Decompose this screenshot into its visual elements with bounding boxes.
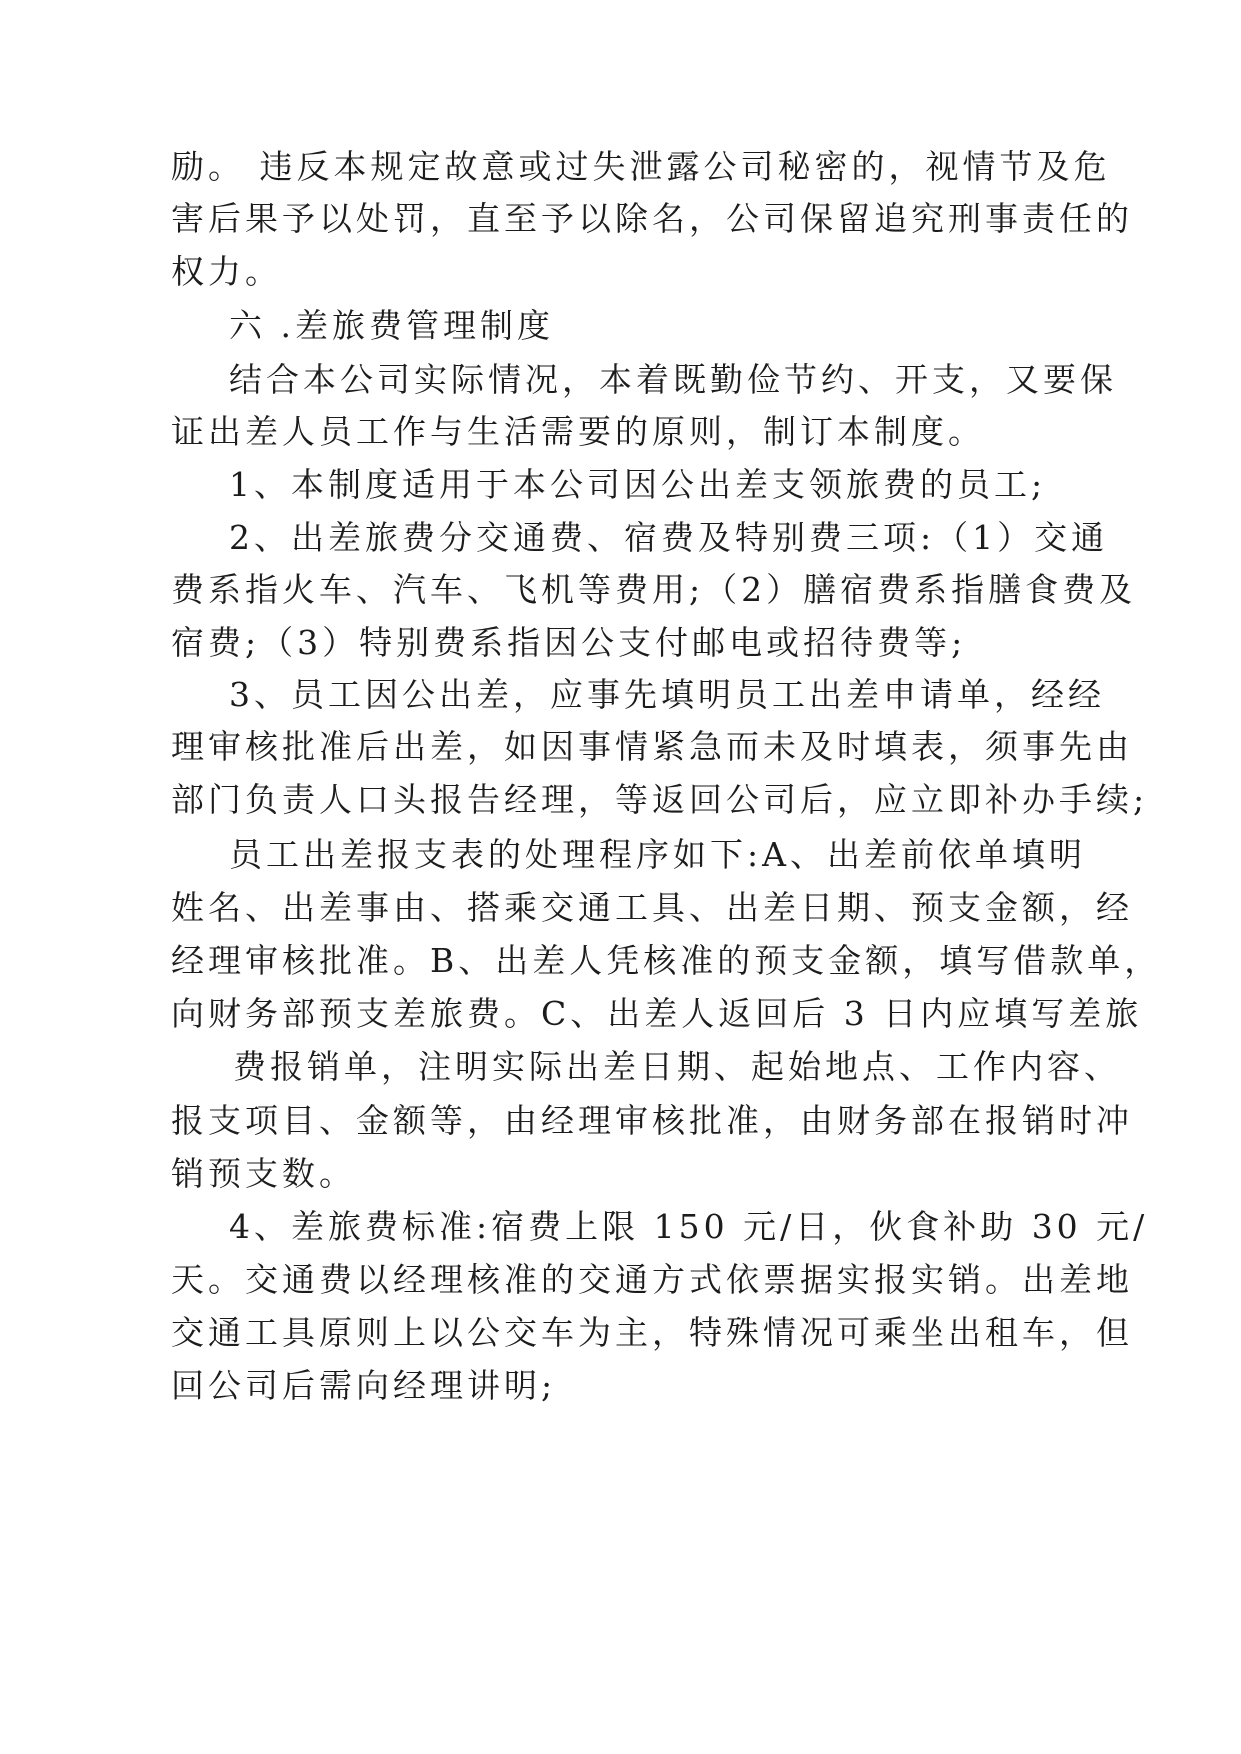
paragraph-line: 姓名、出差事由、搭乘交通工具、出差日期、预支金额，经 <box>171 888 1133 927</box>
paragraph-line: 结合本公司实际情况，本着既勤俭节约、开支，又要保 <box>229 360 1117 399</box>
paragraph-line: 宿费;（3）特别费系指因公支付邮电或招待费等; <box>171 623 967 662</box>
paragraph-line: 励。 违反本规定故意或过失泄露公司秘密的，视情节及危 <box>171 147 1111 186</box>
paragraph-line: 1、本制度适用于本公司因公出差支领旅费的员工; <box>229 465 1047 504</box>
paragraph-line: 部门负责人口头报告经理，等返回公司后，应立即补办手续; <box>171 780 1149 819</box>
paragraph-line: 害后果予以处罚，直至予以除名，公司保留追究刑事责任的 <box>171 199 1133 238</box>
paragraph-line: 天。交通费以经理核准的交通方式依票据实报实销。出差地 <box>171 1260 1133 1299</box>
paragraph-line: 经理审核批准。B、出差人凭核准的预支金额，填写借款单， <box>171 941 1162 980</box>
paragraph-line: 权力。 <box>171 252 282 291</box>
paragraph-line: 3、员工因公出差，应事先填明员工出差申请单，经经 <box>229 675 1105 714</box>
paragraph-line: 报支项目、金额等，由经理审核批准，由财务部在报销时冲 <box>171 1101 1133 1140</box>
paragraph-line: 员工出差报支表的处理程序如下:A、出差前依单填明 <box>229 835 1086 874</box>
paragraph-line: 费报销单，注明实际出差日期、起始地点、工作内容、 <box>233 1047 1121 1086</box>
paragraph-line: 交通工具原则上以公交车为主，特殊情况可乘坐出租车，但 <box>171 1313 1133 1352</box>
paragraph-line: 回公司后需向经理讲明; <box>171 1366 557 1405</box>
paragraph-line: 向财务部预支差旅费。C、出差人返回后 3 日内应填写差旅 <box>171 994 1143 1033</box>
paragraph-line: 销预支数。 <box>171 1154 356 1193</box>
paragraph-line: 4、差旅费标准:宿费上限 150 元/日，伙食补助 30 元/ <box>229 1207 1149 1246</box>
paragraph-line: 理审核批准后出差，如因事情紧急而未及时填表，须事先由 <box>171 727 1133 766</box>
paragraph-line: 费系指火车、汽车、飞机等费用;（2）膳宿费系指膳食费及 <box>171 570 1137 609</box>
paragraph-line: 证出差人员工作与生活需要的原则，制订本制度。 <box>171 412 985 451</box>
paragraph-line: 2、出差旅费分交通费、宿费及特别费三项:（1）交通 <box>229 518 1109 557</box>
section-heading: 六 .差旅费管理制度 <box>229 306 554 345</box>
